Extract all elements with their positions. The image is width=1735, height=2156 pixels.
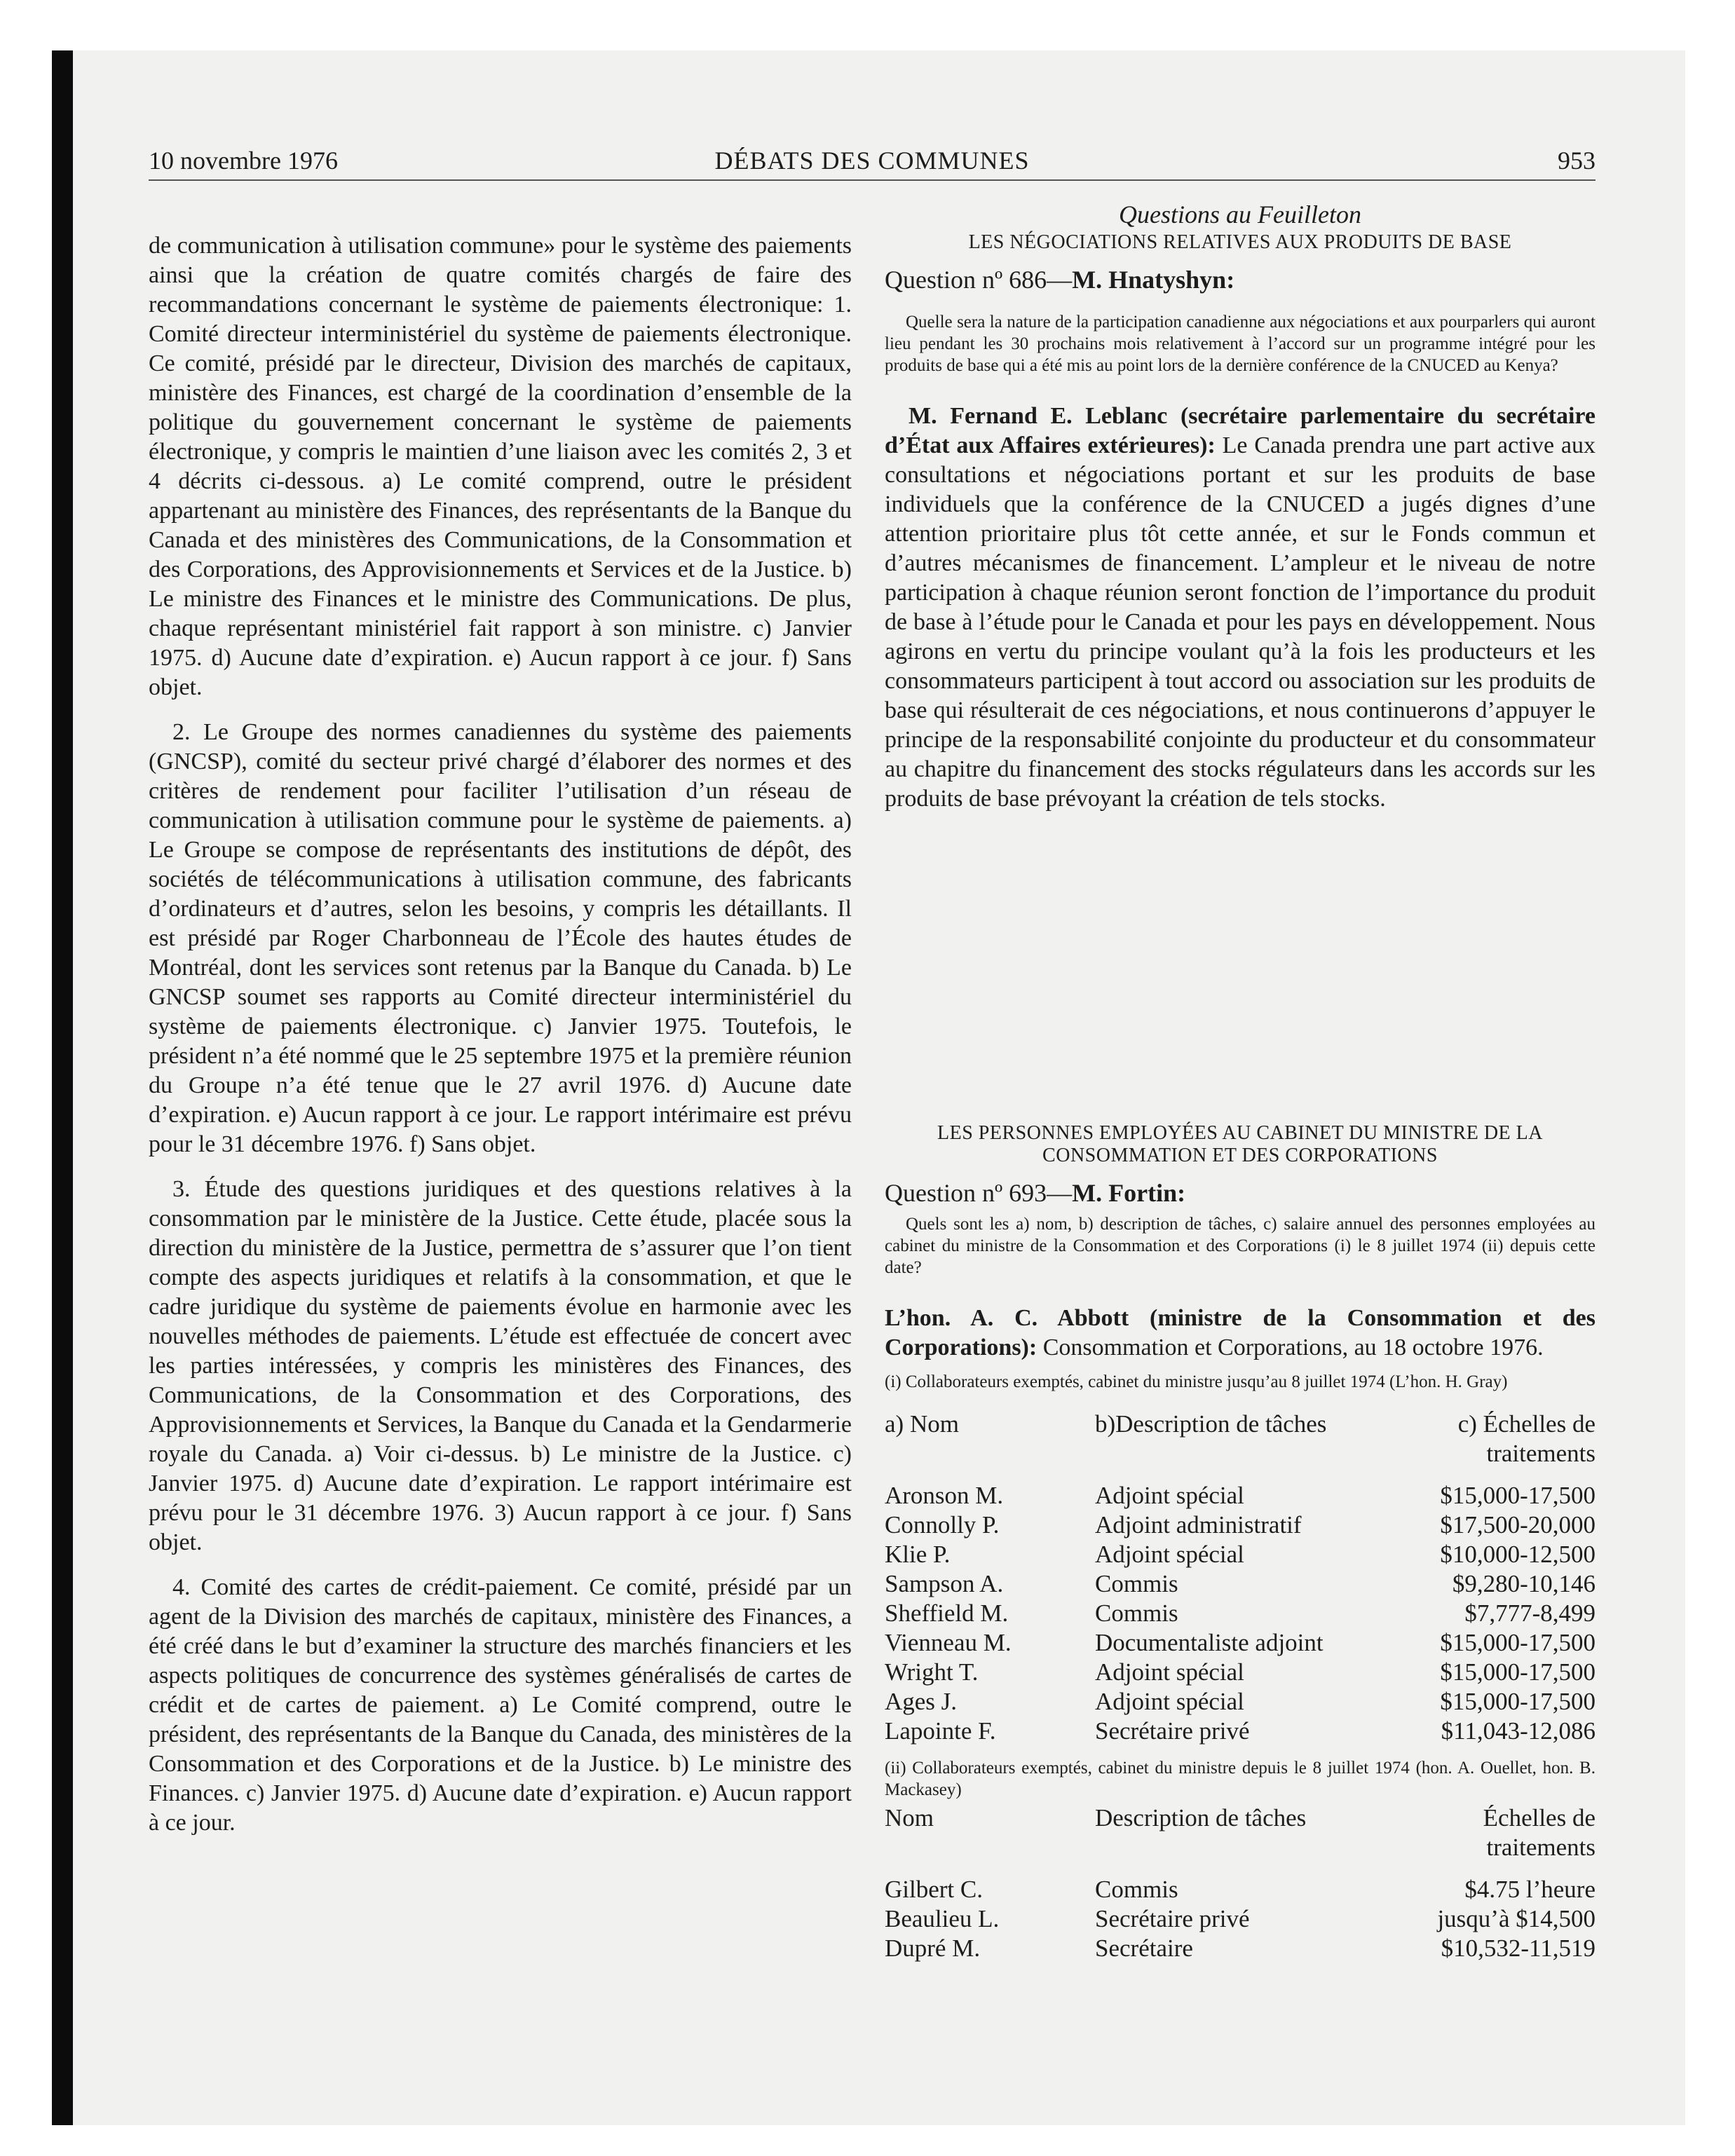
table-row <box>885 1875 1595 1904</box>
staff-name: Wright T. <box>885 1658 979 1686</box>
answer-speaker: M. Fernand E. Leblanc (secrétaire parlementaire du secrétaire d’État aux Affaires extérieures): <box>885 403 1595 458</box>
staff-name: Sampson A. <box>885 1570 1004 1597</box>
question-686-text: Quelle sera la nature de la participation canadienne aux négociations et aux pourparlers qui auront lieu pendant les 30 prochains mois relativement à l’accord sur un programme intégré pour les produits de base qui a été mis au point lors de la dernière conférence de la CNUCED au Kenya? <box>885 313 1595 375</box>
header-date: 10 novembre 1976 <box>149 146 338 175</box>
staff-description: Adjoint spécial <box>1095 1482 1244 1509</box>
answer-686 <box>885 402 1595 814</box>
staff-description: Commis <box>1095 1876 1178 1903</box>
col-header-description: Description de tâches <box>1095 1804 1307 1831</box>
table-row <box>885 1481 1595 1510</box>
staff-description: Secrétaire <box>1095 1935 1193 1962</box>
col-header-description: b)Description de tâches <box>1095 1410 1327 1438</box>
staff-name: Lapointe F. <box>885 1717 996 1745</box>
staff-name: Gilbert C. <box>885 1876 983 1903</box>
staff-name: Aronson M. <box>885 1482 1004 1509</box>
table-header-row <box>885 1410 1595 1481</box>
note-ii: (ii) Collaborateurs exemptés, cabinet du ministre depuis le 8 juillet 1974 (hon. A. Ouellet, hon. B. Mackasey) <box>885 1759 1595 1799</box>
staff-description: Adjoint spécial <box>1095 1658 1244 1686</box>
table-row <box>885 1687 1595 1717</box>
staff-name: Dupré M. <box>885 1935 981 1962</box>
staff-salary: $9,280-10,146 <box>1452 1570 1595 1597</box>
col-header-name: Nom <box>885 1804 934 1831</box>
staff-salary: $10,532-11,519 <box>1441 1935 1595 1962</box>
table-row <box>885 1569 1595 1599</box>
staff-description: Secrétaire privé <box>1095 1717 1250 1745</box>
staff-name: Vienneau M. <box>885 1629 1012 1656</box>
col-header-name: a) Nom <box>885 1410 959 1438</box>
staff-salary: $15,000-17,500 <box>1440 1658 1595 1686</box>
answer-speaker: L’hon. A. C. Abbott (ministre de la Consommation et des Corporations): <box>885 1305 1595 1360</box>
staff-salary: $7,777-8,499 <box>1464 1599 1595 1627</box>
staff-table-ii <box>885 1803 1595 1963</box>
left-paragraph-3: 3. Étude des questions juridiques et des questions relatives à la consommation par le ministère de la Justice. Cette étude, placée sous la direction du ministère de la Justice, permettra de s’assurer que l’on tient compte des aspects juridiques et relatifs à la consommation, et que le cadre juridique du système de paiements évolue en harmonie avec les nouvelles méthodes de paiements. L’étude est effectuée de concert avec les parties intéressées, y compris les ministères des Finances, des Communications, de la Consommation et des Corporations, des Approvisionnements et Services, la Banque du Canada et la Gendarmerie royale du Canada. a) Voir ci-dessus. b) Le ministre de la Justice. c) Janvier 1975. d) Aucune date d’expiration. Le rapport intérimaire est prévu pour le 31 décembre 1976. 3) Aucun rapport à ce jour. f) Sans objet. <box>149 1176 852 1555</box>
staff-salary: $10,000-12,500 <box>1440 1541 1595 1568</box>
staff-salary: $15,000-17,500 <box>1440 1482 1595 1509</box>
header-title: DÉBATS DES COMMUNES <box>714 146 1030 175</box>
staff-description: Commis <box>1095 1570 1178 1597</box>
answer-text: Le Canada prendra une part active aux consultations et négociations portant et sur les produits de base individuels que la conférence de la CNUCED a jugés dignes d’une attention prioritaire plus tôt cette année, et sur le Fonds commun et d’autres mécanismes de financement. L’ampleur et le niveau de notre participation à chaque réunion seront fonction de l’importance du produit de base à l’étude pour le Canada et pour les pays en développement. Nous agirons en vertu du principe voulant qu’à la fois les producteurs et les consommateurs participent à tout accord ou association sur les produits de base qui résulterait de ces négociations, et nous continuerons d’appuyer le principe de la responsabilité conjointe du producteur et du consommateur au chapitre du financement des stocks régulateurs dans les accords sur les produits de base prévoyant la création de tels stocks. <box>885 432 1596 812</box>
staff-description: Commis <box>1095 1599 1178 1627</box>
left-paragraph-1: de communication à utilisation commune» pour le système des paiements ainsi que la création de quatre comités chargés de faire des recommandations concernant le système de paiements électronique: 1. Comité directeur interministériel du système de paiements électronique. Ce comité, présidé par le directeur, Division des marchés de capitaux, ministère des Finances, est chargé de la coordination d’ensemble de la politique du gouvernement concernant le système de paiements électronique, y compris le maintien d’une liaison avec les comités 2, 3 et 4 décrits ci-dessous. a) Le comité comprend, outre le président appartenant au ministère des Finances, des représentants de la Banque du Canada et des ministères des Communications, de la Consommation et des Corporations, des Approvisionnements et Services et de la Justice. b) Le ministre des Finances et le ministre des Communications. De plus, chaque représentant ministériel fait rapport à son ministre. c) Janvier 1975. d) Aucune date d’expiration. e) Aucun rapport à ce jour. f) Sans objet. <box>149 233 852 700</box>
table-row <box>885 1934 1595 1963</box>
staff-salary: jusqu’à $14,500 <box>1437 1905 1595 1932</box>
staff-description: Adjoint spécial <box>1095 1541 1244 1568</box>
staff-name: Ages J. <box>885 1688 958 1715</box>
section-title-cabinet-ministre: LES PERSONNES EMPLOYÉES AU CABINET DU MINISTRE DE LA CONSOMMATION ET DES CORPORATIONS <box>937 1122 1543 1166</box>
answer-693 <box>885 1304 1595 1363</box>
staff-description: Documentaliste adjoint <box>1095 1629 1324 1656</box>
question-author: M. Hnatyshyn: <box>1072 266 1235 294</box>
staff-description: Adjoint administratif <box>1095 1511 1302 1538</box>
table-row <box>885 1599 1595 1628</box>
staff-name: Klie P. <box>885 1541 951 1568</box>
table-row <box>885 1717 1595 1746</box>
table-row <box>885 1628 1595 1658</box>
table-header-row <box>885 1803 1595 1875</box>
col-header-salary: c) Échelles de traitements <box>1457 1410 1595 1467</box>
staff-description: Adjoint spécial <box>1095 1688 1244 1715</box>
page-header <box>149 143 1595 181</box>
staff-description: Secrétaire privé <box>1095 1905 1250 1932</box>
page-number: 953 <box>1558 146 1595 175</box>
staff-salary: $4.75 l’heure <box>1464 1876 1595 1903</box>
table-row <box>885 1510 1595 1540</box>
left-paragraph-2: 2. Le Groupe des normes canadiennes du système des paiements (GNCSP), comité du secteur privé chargé d’élaborer des normes et des critères de rendement pour faciliter l’utilisation d’un réseau de communication à utilisation commune pour le système de paiements. a) Le Groupe se compose de représentants des institutions de dépôt, des sociétés de télécommunications à utilisation commune, des fabricants d’ordinateurs et d’autres, selon les besoins, y compris les détaillants. Il est présidé par Roger Charbonneau de l’École des hautes études de Montréal, dont les services sont retenus par la Banque du Canada. b) Le GNCSP soumet ses rapports au Comité directeur interministériel du système de paiements électronique. c) Janvier 1975. Toutefois, le président n’a été nommé que le 25 septembre 1975 et la première réunion du Groupe n’a été tenue que le 27 avril 1976. d) Aucune date d’expiration. e) Aucun rapport à ce jour. Le rapport intérimaire est prévu pour le 31 décembre 1976. f) Sans objet. <box>149 719 852 1157</box>
col-header-salary: Échelles de traitements <box>1483 1804 1595 1861</box>
spacer <box>885 814 1595 1122</box>
table-row <box>885 1540 1595 1569</box>
staff-salary: $15,000-17,500 <box>1440 1629 1595 1656</box>
left-paragraph-4: 4. Comité des cartes de crédit-paiement. Ce comité, présidé par un agent de la Division des marchés de capitaux, ministère des Finances, a été créé dans le but d’examiner la structure des marchés financiers et les aspects politiques de concurrence des systèmes généralisés de cartes de crédit et de cartes de paiement. a) Le Comité comprend, outre le président, des représentants de la Banque du Canada, des ministères de la Consommation et des Corporations et de la Justice. b) Le ministre des Finances. c) Janvier 1975. d) Aucune date d’expiration. e) Aucun rapport à ce jour. <box>149 1574 852 1836</box>
staff-name: Sheffield M. <box>885 1599 1009 1627</box>
question-number: Question nº 693— <box>885 1179 1073 1207</box>
rubric-heading: Questions au Feuilleton <box>1119 200 1361 228</box>
staff-salary: $15,000-17,500 <box>1440 1688 1595 1715</box>
table-row <box>885 1658 1595 1687</box>
question-686 <box>885 265 1595 294</box>
staff-name: Beaulieu L. <box>885 1905 1000 1932</box>
answer-text: Consommation et Corporations, au 18 octobre 1976. <box>1037 1335 1544 1360</box>
question-693 <box>885 1178 1595 1208</box>
left-column <box>149 231 852 1853</box>
question-693-text: Quels sont les a) nom, b) description de tâches, c) salaire annuel des personnes employées au cabinet du ministre de la Consommation et des Corporations (i) le 8 juillet 1974 (ii) depuis cette date? <box>885 1215 1595 1277</box>
staff-salary: $17,500-20,000 <box>1440 1511 1595 1538</box>
section-title-produits-de-base: LES NÉGOCIATIONS RELATIVES AUX PRODUITS DE BASE <box>968 231 1512 253</box>
staff-table-i <box>885 1410 1595 1746</box>
staff-name: Connolly P. <box>885 1511 1000 1538</box>
right-column <box>885 200 1595 1974</box>
table-row <box>885 1904 1595 1934</box>
question-number: Question nº 686— <box>885 266 1073 294</box>
question-author: M. Fortin: <box>1072 1179 1186 1207</box>
staff-salary: $11,043-12,086 <box>1441 1717 1595 1745</box>
note-i: (i) Collaborateurs exemptés, cabinet du ministre jusqu’au 8 juillet 1974 (L’hon. H. Gray) <box>885 1372 1508 1391</box>
